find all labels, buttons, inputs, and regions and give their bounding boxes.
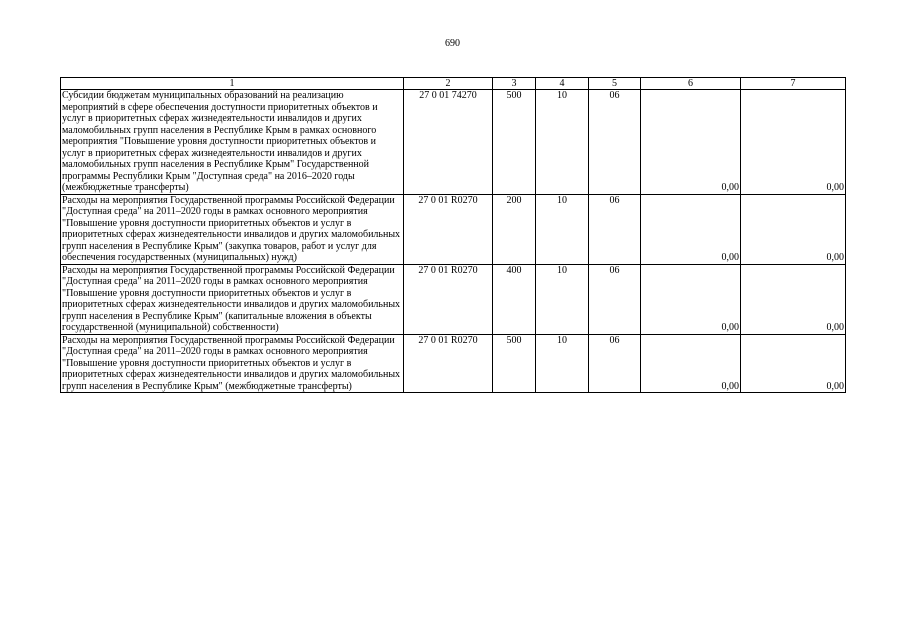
row-subsection: 06 <box>589 194 641 264</box>
column-number-row <box>61 78 846 90</box>
column-number: 6 <box>641 78 741 90</box>
row-subsection: 06 <box>589 334 641 393</box>
row-target-code: 27 0 01 R0270 <box>404 194 493 264</box>
row-subsection: 06 <box>589 264 641 334</box>
column-number: 3 <box>493 78 536 90</box>
column-number: 1 <box>61 78 404 90</box>
row-sum-col7: 0,00 <box>741 264 846 334</box>
table-row <box>61 90 846 195</box>
column-number: 5 <box>589 78 641 90</box>
row-sum-col7: 0,00 <box>741 334 846 393</box>
row-description: Расходы на мероприятия Государственной программы Российской Федерации "Доступная среда" на 2011–2020 годы в рамках основного мероприятия "Повышение уровня доступности приоритетных объектов и услуг в приоритетных сферах жизнедеятельности инвалидов и других маломобильных групп населения в Республике Крым" (капитальные вложения в объекты государственной (муниципальной) собственности) <box>61 264 404 334</box>
row-sum-col6: 0,00 <box>641 264 741 334</box>
row-section: 10 <box>536 194 589 264</box>
row-sum-col6: 0,00 <box>641 334 741 393</box>
row-description: Субсидии бюджетам муниципальных образований на реализацию мероприятий в сфере обеспечения доступности приоритетных объектов и услуг в приоритетных сферах жизнедеятельности инвалидов и других маломобильных групп населения в Республике Крым в рамках основного мероприятия "Повышение уровня доступности приоритетных объектов и услуг в приоритетных сферах жизнедеятельности инвалидов и других маломобильных групп населения в Республике Крым" Государственной программы Республики Крым "Доступная среда" на 2016–2020 годы (межбюджетные трансферты) <box>61 90 404 195</box>
table-row <box>61 194 846 264</box>
row-expense-type: 500 <box>493 90 536 195</box>
row-sum-col7: 0,00 <box>741 194 846 264</box>
row-sum-col6: 0,00 <box>641 90 741 195</box>
table-row <box>61 334 846 393</box>
column-number: 4 <box>536 78 589 90</box>
row-description: Расходы на мероприятия Государственной программы Российской Федерации "Доступная среда" на 2011–2020 годы в рамках основного мероприятия "Повышение уровня доступности приоритетных объектов и услуг в приоритетных сферах жизнедеятельности инвалидов и других маломобильных групп населения в Республике Крым" (закупка товаров, работ и услуг для обеспечения государственных (муниципальных) нужд) <box>61 194 404 264</box>
row-section: 10 <box>536 334 589 393</box>
column-number: 2 <box>404 78 493 90</box>
row-sum-col6: 0,00 <box>641 194 741 264</box>
row-target-code: 27 0 01 R0270 <box>404 334 493 393</box>
row-target-code: 27 0 01 R0270 <box>404 264 493 334</box>
row-target-code: 27 0 01 74270 <box>404 90 493 195</box>
budget-table <box>60 77 846 393</box>
row-expense-type: 200 <box>493 194 536 264</box>
row-description: Расходы на мероприятия Государственной программы Российской Федерации "Доступная среда" на 2011–2020 годы в рамках основного мероприятия "Повышение уровня доступности приоритетных объектов и услуг в приоритетных сферах жизнедеятельности инвалидов и других маломобильных групп населения в Республике Крым" (межбюджетные трансферты) <box>61 334 404 393</box>
column-number: 7 <box>741 78 846 90</box>
row-expense-type: 400 <box>493 264 536 334</box>
row-section: 10 <box>536 264 589 334</box>
table-row <box>61 264 846 334</box>
page-number: 690 <box>445 38 460 49</box>
row-section: 10 <box>536 90 589 195</box>
row-sum-col7: 0,00 <box>741 90 846 195</box>
row-expense-type: 500 <box>493 334 536 393</box>
row-subsection: 06 <box>589 90 641 195</box>
